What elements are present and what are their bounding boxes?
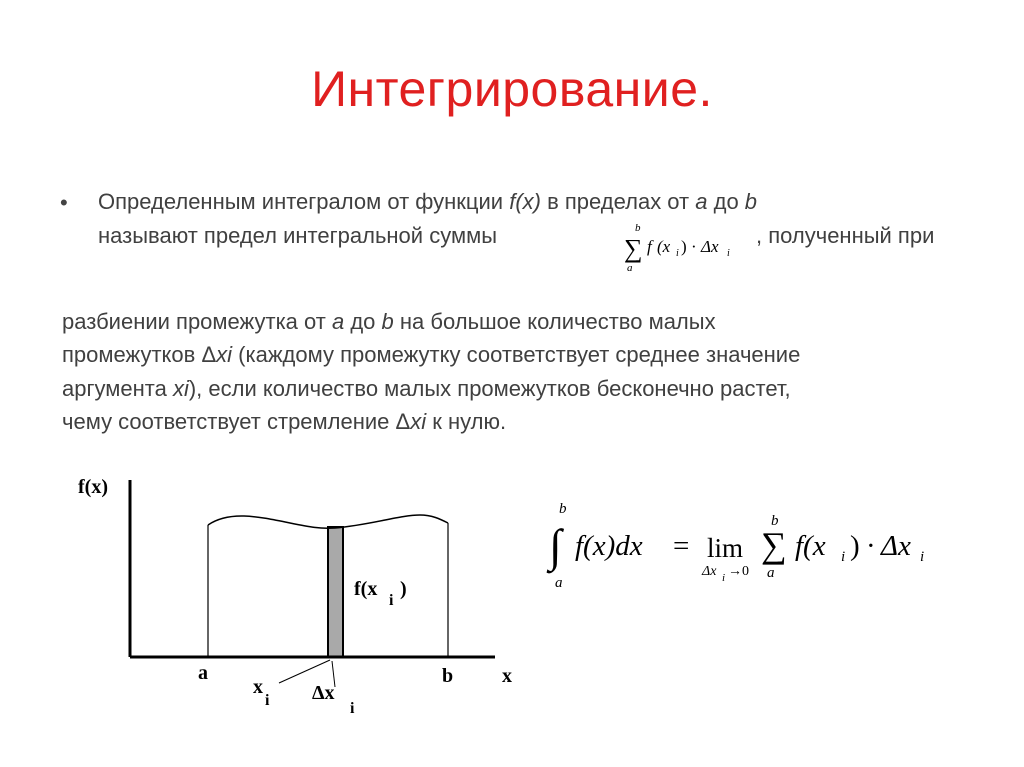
sum-i2-sub: i — [727, 248, 730, 259]
fxi-sub: i — [389, 592, 394, 609]
limit-a: a — [331, 309, 345, 334]
text-segment: (каждому промежутку соответствует среднее значение — [232, 342, 801, 367]
y-axis-label: f(x) — [78, 476, 108, 498]
text-segment: чему соответствует стремление Δ — [62, 409, 411, 434]
text-segment: в пределах от — [540, 189, 696, 214]
sum-lower-limit: a — [767, 565, 775, 581]
text-segment: к нулю. — [426, 409, 507, 434]
a-label: a — [198, 662, 208, 684]
para-line-2 — [62, 339, 800, 370]
b-label: b — [442, 665, 454, 687]
text-segment: промежутков Δ — [62, 342, 217, 367]
integral-sum-small — [615, 220, 755, 276]
slide-title: Интегрирование. — [311, 61, 713, 117]
sum-upper-limit: b — [771, 513, 779, 529]
limit-a: a — [695, 189, 708, 214]
integral-formula — [545, 495, 965, 605]
sum-f-x: f(x — [795, 530, 826, 562]
int-lower-limit: a — [555, 575, 563, 591]
sigma-symbol: ∑ — [761, 525, 787, 565]
fxi-label: f(x — [354, 578, 378, 600]
sum-i-sub: i — [841, 549, 846, 565]
sum-dot: · — [866, 530, 876, 562]
sum-lower-limit: a — [627, 262, 633, 274]
bullet-line-2-end: , полученный при — [756, 223, 935, 248]
lim-sub-i: i — [722, 572, 726, 584]
int-upper-limit: b — [559, 501, 567, 517]
text-segment: ), если количество малых промежутков бесконечно растет, — [188, 376, 791, 401]
sum-delta-x: Δx — [881, 530, 911, 562]
text-segment: Определенным интегралом от функции — [98, 189, 510, 214]
xi-symbol: xi — [216, 342, 233, 367]
para-line-1 — [62, 306, 716, 337]
sum-f: f — [647, 237, 652, 256]
text-segment: на большое количество малых — [393, 309, 716, 334]
xi-leader-line — [279, 660, 330, 683]
equals-sign: = — [673, 530, 690, 562]
sum-x: (x — [657, 237, 671, 256]
lim-sub-arrow: →0 — [728, 564, 749, 579]
sum-close-paren: ) — [850, 530, 860, 562]
text-segment: разбиении промежутка от — [62, 309, 332, 334]
text-segment: до — [344, 309, 382, 334]
lim-text: lim — [707, 533, 744, 563]
fxi-close: ) — [400, 578, 407, 600]
bullet-line-2-start: называют предел интегральной суммы — [98, 223, 498, 248]
xi-label: x — [253, 676, 263, 698]
x-axis-label: x — [502, 665, 512, 687]
sum-i-sub: i — [676, 248, 679, 259]
text-segment: аргумента — [62, 376, 173, 401]
dxi-sub: i — [350, 700, 355, 717]
limit-b: b — [381, 309, 394, 334]
para-line-4 — [62, 406, 506, 437]
sum-upper-limit: b — [635, 222, 641, 234]
sum-delta-x: Δx — [701, 237, 719, 256]
sigma-symbol: ∑ — [624, 234, 643, 263]
function-fx: f(x) — [509, 189, 541, 214]
para-line-3 — [62, 373, 791, 404]
integral-sign: ∫ — [549, 520, 562, 571]
sum-i2-sub: i — [920, 549, 925, 565]
limit-b: b — [744, 189, 758, 214]
integrand: f(x)dx — [575, 530, 643, 562]
lim-sub-dx: Δx — [702, 564, 717, 579]
integral-diagram — [70, 465, 530, 725]
xi-symbol: xi — [410, 409, 427, 434]
sum-close: ) — [681, 237, 687, 256]
xi-sub: i — [265, 692, 270, 709]
text-segment: до — [707, 189, 745, 214]
bullet-line-1 — [98, 186, 757, 217]
strip-delta-xi — [328, 527, 343, 657]
sum-dot: · — [691, 237, 697, 256]
dxi-label: Δx — [312, 682, 335, 704]
bullet-marker: • — [60, 190, 68, 215]
xi-symbol: xi — [172, 376, 189, 401]
